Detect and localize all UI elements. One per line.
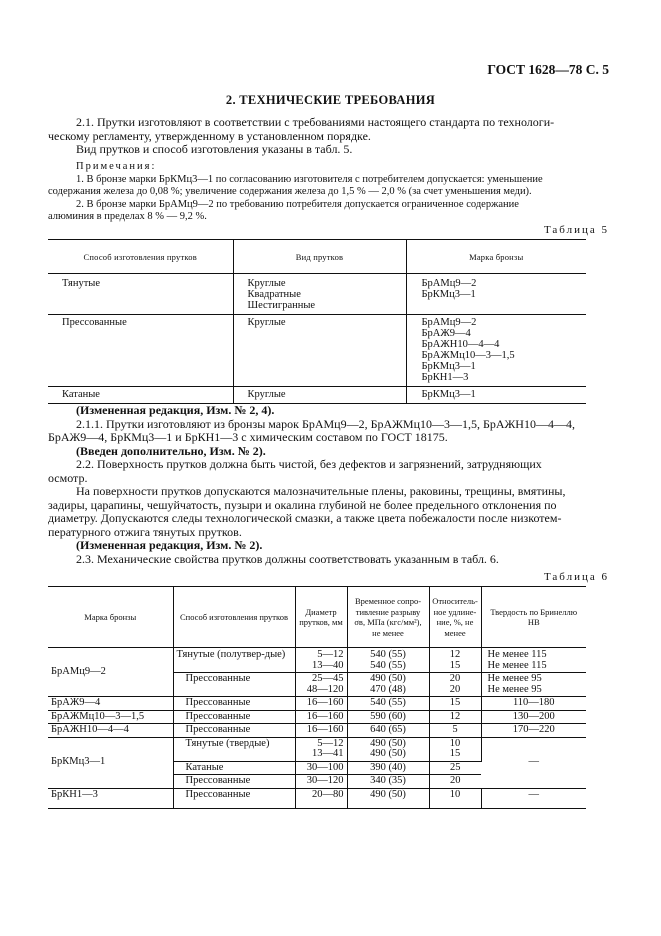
value: Не менее 115: [487, 649, 547, 660]
body-text: [48, 404, 584, 566]
note-2-line: алюминия в пределах 8 % — 9,2 %.: [48, 211, 207, 222]
edition-note: (Измененная редакция, Изм. № 2, 4).: [76, 403, 275, 417]
table5-kinds: [233, 387, 406, 404]
table5-grades: [406, 274, 586, 315]
elongation-cell: [429, 648, 481, 673]
grade: БрКМц3—1: [421, 289, 476, 300]
elongation-cell: 10: [429, 788, 481, 809]
value: 490 (50): [370, 748, 406, 759]
edition-note: (Введен дополнительно, Изм. № 2).: [76, 443, 266, 458]
grade: БрКМц3—1: [421, 361, 476, 372]
grade-cell: БрАМц9—2: [48, 648, 173, 697]
kind: Квадратные: [247, 289, 301, 300]
grade: БрАЖН10—4—4: [421, 339, 500, 350]
elongation-cell: 5: [429, 724, 481, 738]
strength-cell: [347, 737, 429, 761]
diam-cell: [295, 673, 347, 697]
line: не менее: [372, 627, 404, 638]
table6-header-strength: [347, 587, 429, 648]
value: Не менее 95: [487, 673, 542, 684]
grade: БрКН1—3: [421, 372, 469, 383]
table5-header-row: [48, 240, 586, 274]
table6-header-elongation: Относитель-ное удлине-ние, %, не менее: [429, 587, 481, 648]
elongation-cell: [429, 737, 481, 761]
grade-cell: БрАЖН10—4—4: [48, 724, 173, 738]
table5-caption: Таблица 5: [543, 224, 609, 236]
hardness-cell: 170—220: [481, 724, 586, 738]
hardness-cell: [481, 648, 586, 673]
line: задиры, царапины, чешуйчатость, пузыри и окалина глубиной не более предельного отклонения по: [48, 497, 557, 512]
page-header: ГОСТ 1628—78 С. 5: [487, 62, 609, 77]
hardness-cell: 130—200: [481, 710, 586, 724]
value: 13—41: [312, 748, 344, 759]
value: Не менее 95: [487, 683, 542, 695]
table-row: [48, 788, 586, 809]
value: 490 (50): [370, 737, 406, 749]
value: 20: [449, 683, 461, 695]
table5-header-grade: Марка бронзы: [406, 240, 586, 274]
diam-cell: 16—160: [295, 697, 347, 711]
value: 470 (48): [370, 683, 406, 695]
notes: [48, 161, 590, 224]
value: 10: [449, 737, 461, 749]
line: 2.1. Прутки изготовляют в соответствии с требованиями настоящего стандарта по технологи-: [76, 115, 555, 129]
table6: [48, 586, 586, 809]
value: 13—40: [312, 659, 344, 671]
line: диаметру. Допускаются следы технологической смазки, а также цвета побежалости после низкотем-: [48, 511, 562, 525]
grade-cell: БрКН1—3: [48, 788, 173, 809]
elongation-cell: [429, 673, 481, 697]
table-row: [48, 697, 586, 711]
line: БрАЖ9—4, БрКМц3—1 и БрКН1—3 с химическим составом по ГОСТ 18175.: [48, 430, 448, 444]
method-cell: Прессованные: [173, 724, 295, 738]
table5-method: Катаные: [48, 387, 233, 404]
diam-cell: [295, 648, 347, 673]
table5-kinds: [233, 274, 406, 315]
hardness-cell: —: [481, 737, 586, 788]
note-1-line: содержания железа до 0,08 %; увеличение содержания железа до 1,5 % — 2,0 % (за счет уменьшения меди).: [48, 186, 532, 197]
table5-method: Тянутые: [62, 278, 101, 289]
kind: Круглые: [247, 317, 286, 328]
table6-header-method: Способ изготовления прутков: [173, 587, 295, 648]
diam-cell: 16—160: [295, 724, 347, 738]
table6-caption: Таблица 6: [543, 571, 609, 583]
elongation-cell: 20: [429, 775, 481, 789]
table5-row: [48, 274, 586, 315]
strength-cell: 640 (65): [347, 724, 429, 738]
value: 20: [449, 673, 461, 684]
hardness-cell: [481, 673, 586, 697]
strength-cell: 340 (35): [347, 775, 429, 789]
strength-cell: 590 (60): [347, 710, 429, 724]
method-cell: Прессованные: [173, 697, 295, 711]
value: 540 (55): [370, 659, 406, 671]
value: 12: [449, 649, 461, 660]
para-2-1: [48, 116, 590, 157]
method-cell: Тянутые (полутвер-дые): [173, 648, 295, 673]
note-2-line: 2. В бронзе марки БрАМц9—2 по требованию потребителя допускается ограниченное содержание: [76, 198, 519, 210]
diam-cell: 30—120: [295, 775, 347, 789]
value: Не менее 115: [487, 659, 547, 671]
table5-header-kind: Вид прутков: [233, 240, 406, 274]
grade: БрАМц9—2: [421, 278, 477, 289]
table6-header-hardness: Твердость по Бринеллю НВ: [481, 587, 586, 648]
line: σв, МПа (кгс/мм²),: [354, 617, 422, 627]
grade-cell: БрАЖ9—4: [48, 697, 173, 711]
table5-row: [48, 387, 586, 404]
table-row: [48, 737, 586, 761]
grade: БрКМц3—1: [421, 389, 476, 400]
method-cell: Катаные: [173, 761, 295, 775]
table5: [48, 239, 586, 404]
line: 2.1.1. Прутки изготовляют из бронзы марок БрАМц9—2, БрАЖМц10—3—1,5, БрАЖН10—4—4,: [76, 416, 575, 431]
note-1-line: 1. В бронзе марки БрКМц3—1 по согласованию изготовителя с потребителем допускается: уменьшение: [76, 173, 543, 185]
value: 15: [449, 748, 461, 759]
line: Временное сопро-: [354, 596, 422, 606]
elongation-cell: 12: [429, 710, 481, 724]
value: 5—12: [317, 649, 344, 660]
line: осмотр.: [48, 470, 88, 485]
elongation-cell: 15: [429, 697, 481, 711]
table5-grades: [406, 315, 586, 387]
hardness-cell: —: [481, 788, 586, 809]
edition-note: (Измененная редакция, Изм. № 2).: [76, 538, 263, 552]
line: На поверхности прутков допускаются малозначительные плены, раковины, трещины, вмятины,: [76, 484, 566, 498]
table-row: [48, 710, 586, 724]
kind: Круглые: [247, 278, 286, 289]
value: 15: [449, 659, 461, 671]
line: Вид прутков и способ изготовления указаны в табл. 5.: [76, 142, 353, 156]
grade: БрАЖ9—4: [421, 328, 471, 339]
method-cell: Прессованные: [173, 788, 295, 809]
diam-cell: [295, 737, 347, 761]
diam-cell: 16—160: [295, 710, 347, 724]
kind: Шестигранные: [247, 300, 316, 311]
table6-header-grade: Марка бронзы: [48, 587, 173, 648]
value: 25—45: [312, 673, 344, 684]
line: тивление разрыву: [355, 606, 421, 617]
value: 48—120: [306, 683, 344, 695]
table5-grades: [406, 387, 586, 404]
grade-cell: БрАЖМц10—3—1,5: [48, 710, 173, 724]
line: 2.3. Механические свойства прутков должны соответствовать указанным в табл. 6.: [76, 551, 499, 566]
line: ческому регламенту, утвержденному в установленном порядке.: [48, 128, 371, 143]
table6-header-diam: Диаметр прутков, мм: [295, 587, 347, 648]
hardness-cell: 110—180: [481, 697, 586, 711]
method-cell: Прессованные: [173, 775, 295, 789]
elongation-cell: 25: [429, 761, 481, 775]
notes-title: Примечания:: [76, 161, 157, 172]
method-cell: Тянутые (твердые): [173, 737, 295, 761]
section-title: 2. ТЕХНИЧЕСКИЕ ТРЕБОВАНИЯ: [225, 93, 436, 107]
strength-cell: 490 (50): [347, 788, 429, 809]
strength-cell: [347, 648, 429, 673]
line: пературного отжига тянутых прутков.: [48, 524, 242, 539]
table5-method: Прессованные: [48, 315, 233, 387]
strength-cell: [347, 673, 429, 697]
value: 490 (50): [370, 673, 406, 684]
table5-row: [48, 315, 586, 387]
table-row: [48, 724, 586, 738]
diam-cell: 20—80: [295, 788, 347, 809]
value: 540 (55): [370, 649, 406, 660]
table5-kinds: [233, 315, 406, 387]
grade: БрАМц9—2: [421, 317, 477, 328]
table5-header-method: Способ изготовления прутков: [48, 240, 233, 274]
grade-cell: БрКМц3—1: [48, 737, 173, 788]
kind: Круглые: [247, 389, 286, 400]
strength-cell: 390 (40): [347, 761, 429, 775]
table6-header-row: [48, 587, 586, 648]
method-cell: Прессованные: [173, 710, 295, 724]
strength-cell: 540 (55): [347, 697, 429, 711]
diam-cell: 30—100: [295, 761, 347, 775]
line: 2.2. Поверхность прутков должна быть чистой, без дефектов и загрязнений, затрудняющих: [76, 457, 542, 471]
value: 5—12: [317, 737, 344, 749]
grade: БрАЖМц10—3—1,5: [421, 350, 515, 361]
table-row: [48, 648, 586, 673]
method-cell: Прессованные: [173, 673, 295, 697]
